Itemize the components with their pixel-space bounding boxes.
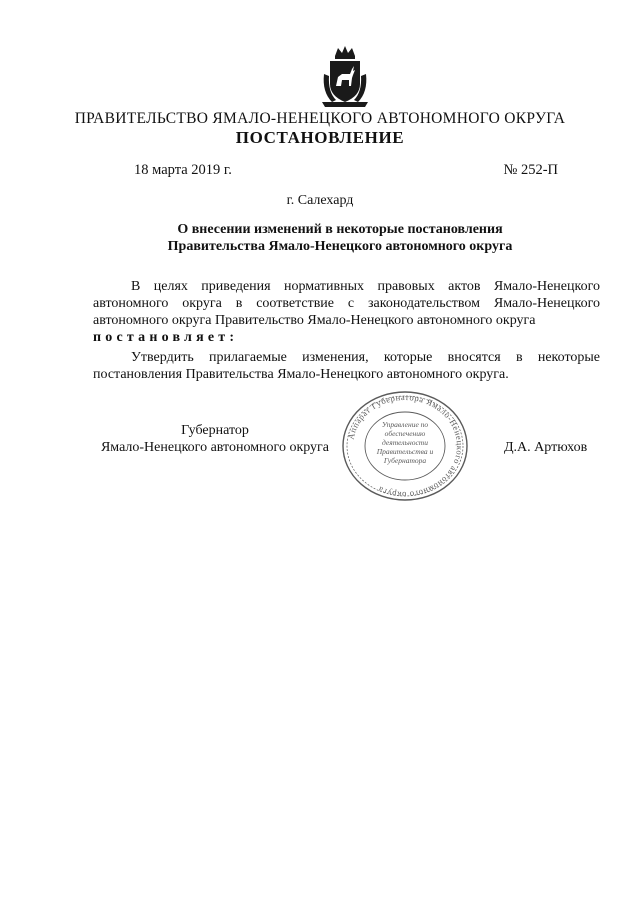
- signatory-title-region: Ямало-Ненецкого автономного округа: [100, 440, 330, 455]
- decree-word: постановляет:: [93, 330, 239, 345]
- document-title-line: О внесении изменений в некоторые постановления: [177, 222, 503, 237]
- document-title: [80, 221, 600, 255]
- paragraph-text: постановления Правительства Ямало-Ненецкого автономного округа.: [93, 367, 509, 382]
- document-type: ПОСТАНОВЛЕНИЕ: [235, 128, 405, 147]
- official-seal-icon: [340, 390, 470, 502]
- document-number: № 252-П: [503, 162, 558, 178]
- seal-ring-text: Аппарат Губернатора Ямало-Ненецкого автономного округа: [345, 391, 466, 501]
- paragraph-first-line: Утвердить прилагаемые изменения, которые вносятся в некоторые: [131, 350, 600, 365]
- paragraph-text: автономного округа в соответствие с законодательством Ямало-Ненецкого автономного округа Правительство Ямало-Ненецкого автономного округа: [93, 296, 600, 328]
- document-title-line: Правительства Ямало-Ненецкого автономного округа: [167, 239, 513, 254]
- document-city: г. Салехард: [286, 193, 354, 208]
- coat-of-arms-icon: [318, 44, 372, 110]
- body-paragraph: [93, 278, 600, 346]
- body-paragraph: [93, 349, 600, 383]
- signatory-name: Д.А. Артюхов: [504, 440, 588, 455]
- seal-inner-text: Управление по обеспечению деятельности Правительства и Губернатора: [376, 420, 434, 465]
- authority-name: ПРАВИТЕЛЬСТВО ЯМАЛО-НЕНЕЦКОГО АВТОНОМНОГО ОКРУГА: [74, 110, 566, 127]
- signatory-title: Губернатор: [181, 423, 249, 438]
- paragraph-first-line: В целях приведения нормативных правовых актов Ямало-Ненецкого: [131, 279, 600, 294]
- document-date: 18 марта 2019 г.: [134, 162, 232, 178]
